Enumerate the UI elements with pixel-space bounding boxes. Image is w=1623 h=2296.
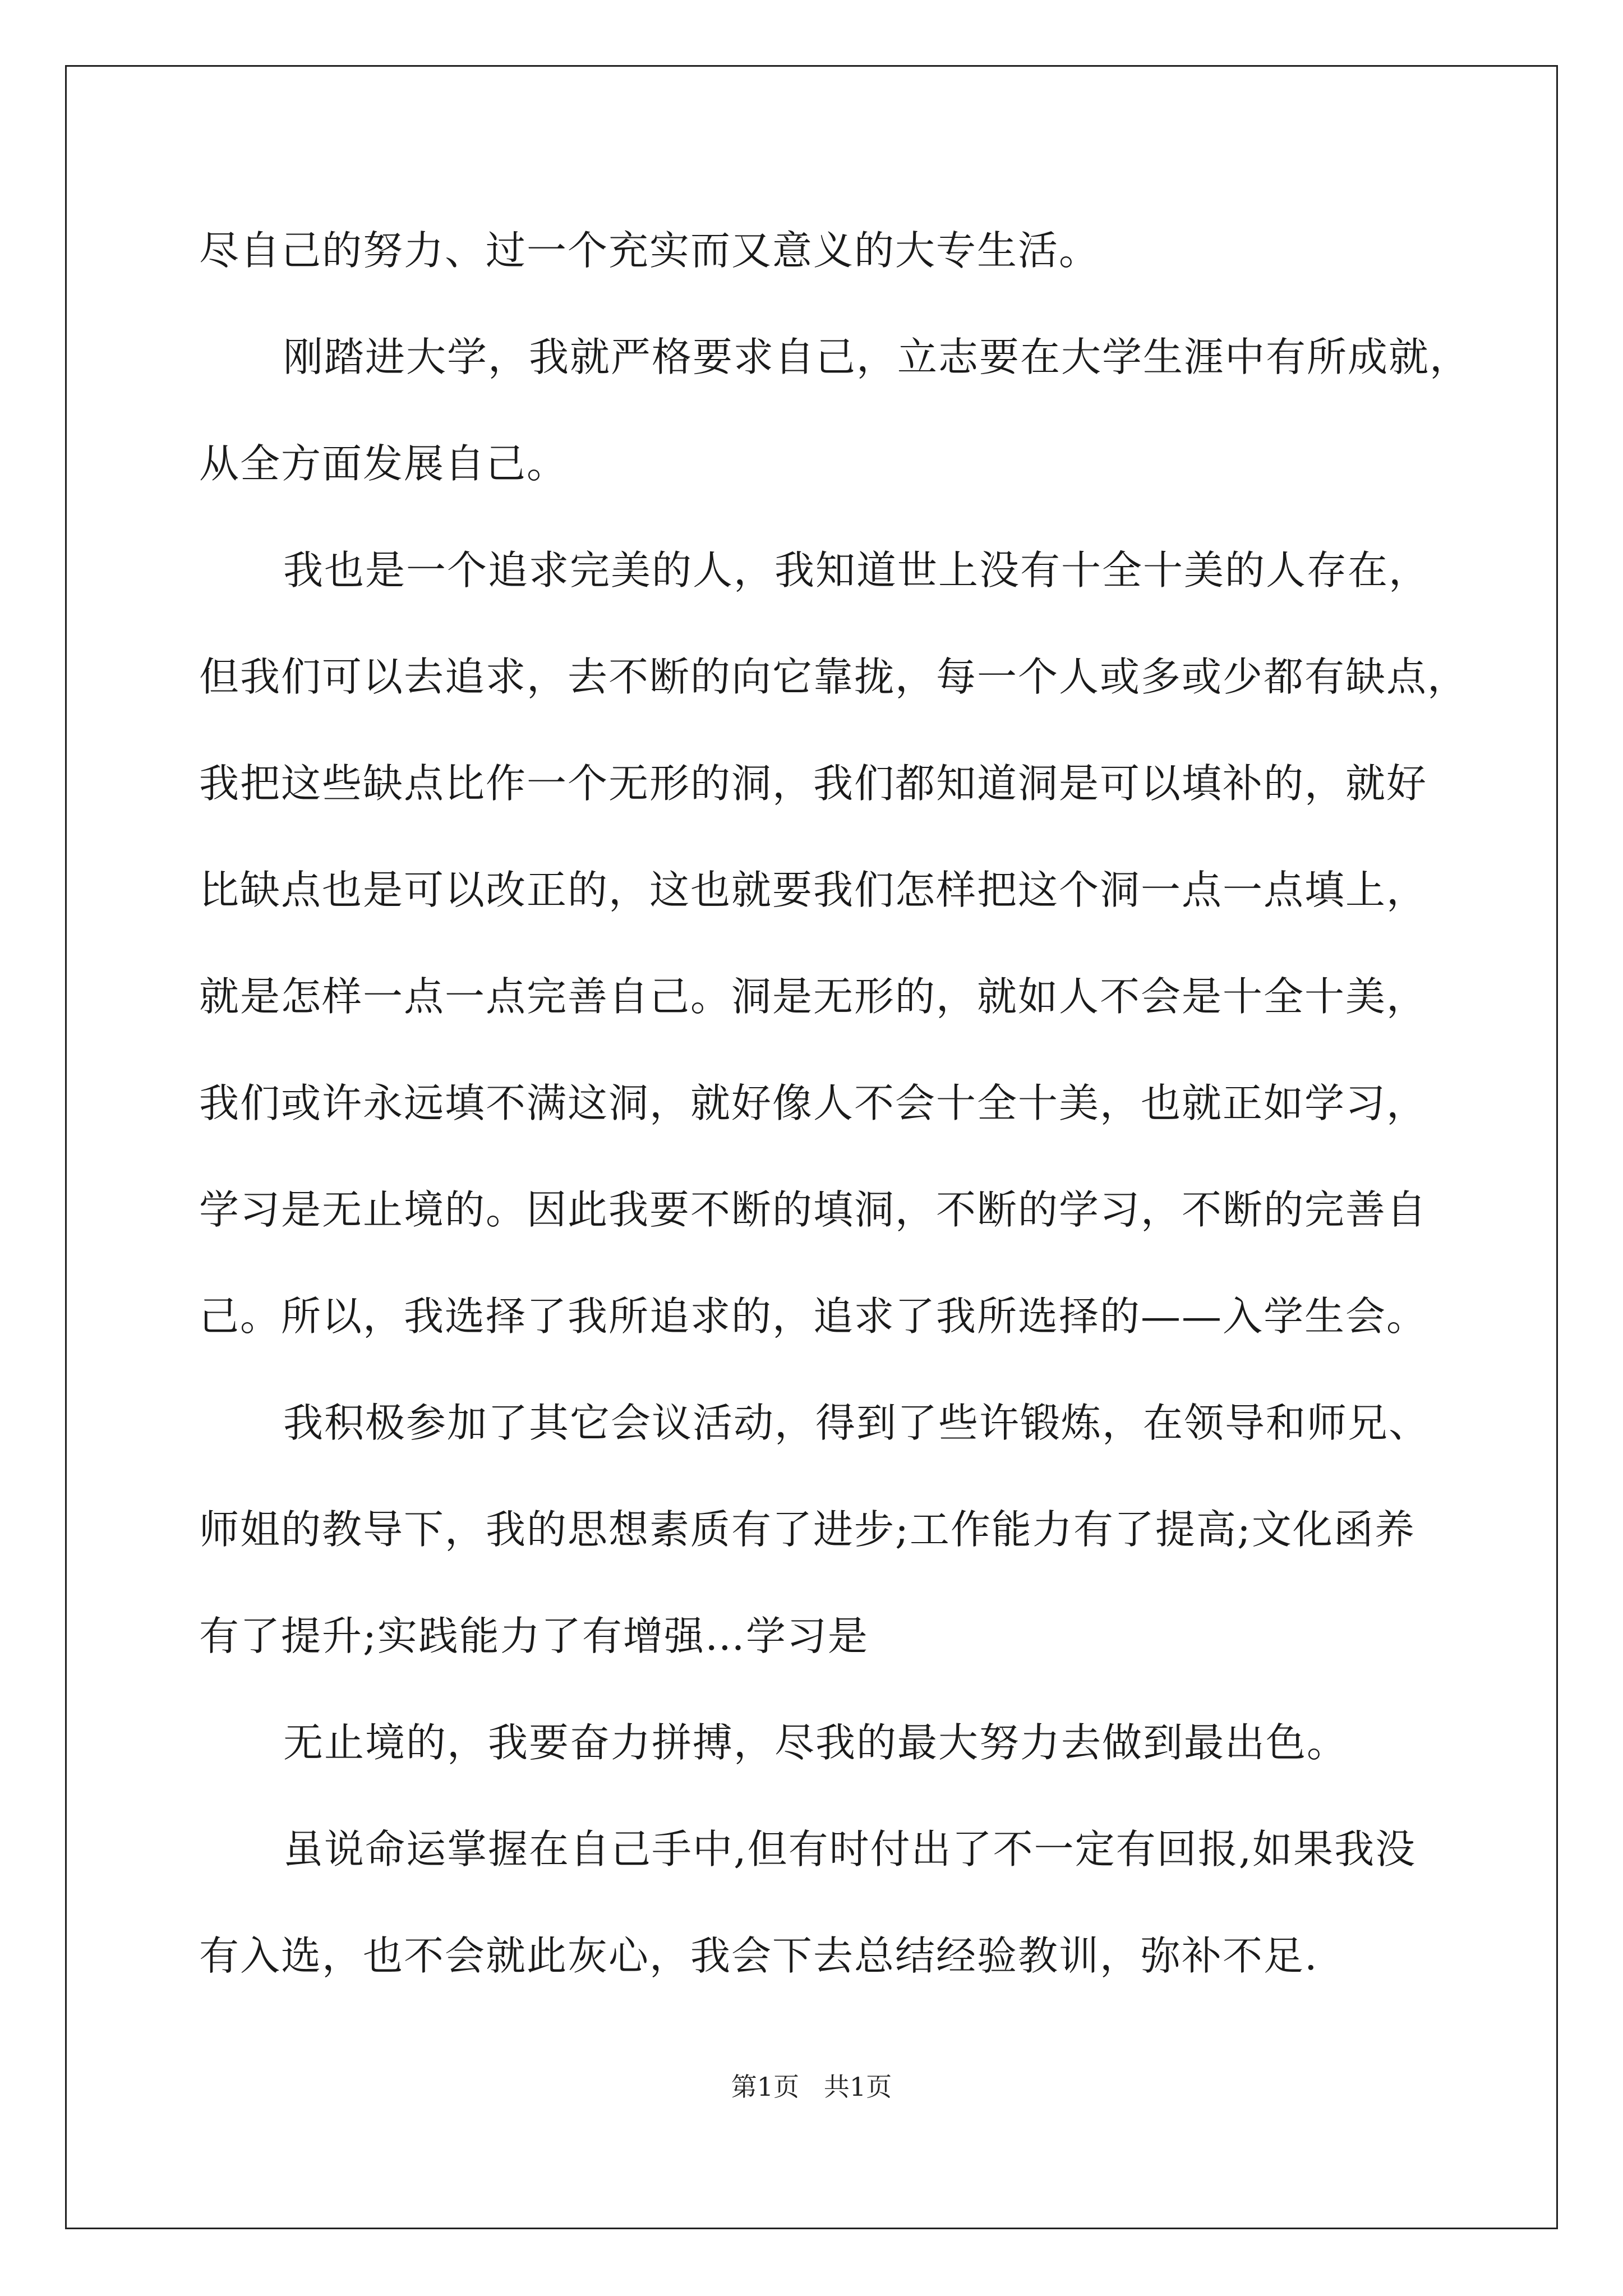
document-body [199,216,1471,2028]
text-line: 尽自己的努力、过一个充实而又意义的大专生活。 [199,227,1100,274]
text-line: 有了提升;实践能力了有增强…学习是 [199,1613,869,1659]
text-line: 有入选，也不会就此灰心，我会下去总结经验教训，弥补不足. [199,1932,1318,1979]
text-line: 从全方面发展自己。 [199,440,568,487]
page-number-footer: 第1页 共1页 [731,2072,892,2102]
text-line: 己。所以，我选择了我所追求的，追求了我所选择的——入学生会。 [199,1293,1428,1340]
text-line: 就是怎样一点一点完善自己。洞是无形的，就如人不会是十全十美， [199,973,1428,1020]
text-line: 虽说命运掌握在自己手中,但有时付出了不一定有回报,如果我没 [283,1826,1417,1872]
text-line: 我把这些缺点比作一个无形的洞，我们都知道洞是可以填补的，就好 [199,760,1428,807]
text-line: 但我们可以去追求，去不断的向它靠拢，每一个人或多或少都有缺点， [199,654,1469,700]
text-line: 无止境的，我要奋力拼搏，尽我的最大努力去做到最出色。 [283,1719,1348,1766]
text-line: 刚踏进大学，我就严格要求自己，立志要在大学生涯中有所成就， [283,334,1471,380]
text-line: 我也是一个追求完美的人，我知道世上没有十全十美的人存在， [283,547,1430,593]
text-line: 比缺点也是可以改正的，这也就要我们怎样把这个洞一点一点填上， [199,867,1428,913]
text-line: 师姐的教导下，我的思想素质有了进步;工作能力有了提高;文化函养 [199,1506,1415,1553]
text-line: 学习是无止境的。因此我要不断的填洞，不断的学习，不断的完善自 [199,1186,1428,1233]
text-line: 我们或许永远填不满这洞，就好像人不会十全十美，也就正如学习， [199,1080,1428,1126]
text-line: 我积极参加了其它会议活动，得到了些许锻炼，在领导和师兄、 [283,1400,1430,1446]
